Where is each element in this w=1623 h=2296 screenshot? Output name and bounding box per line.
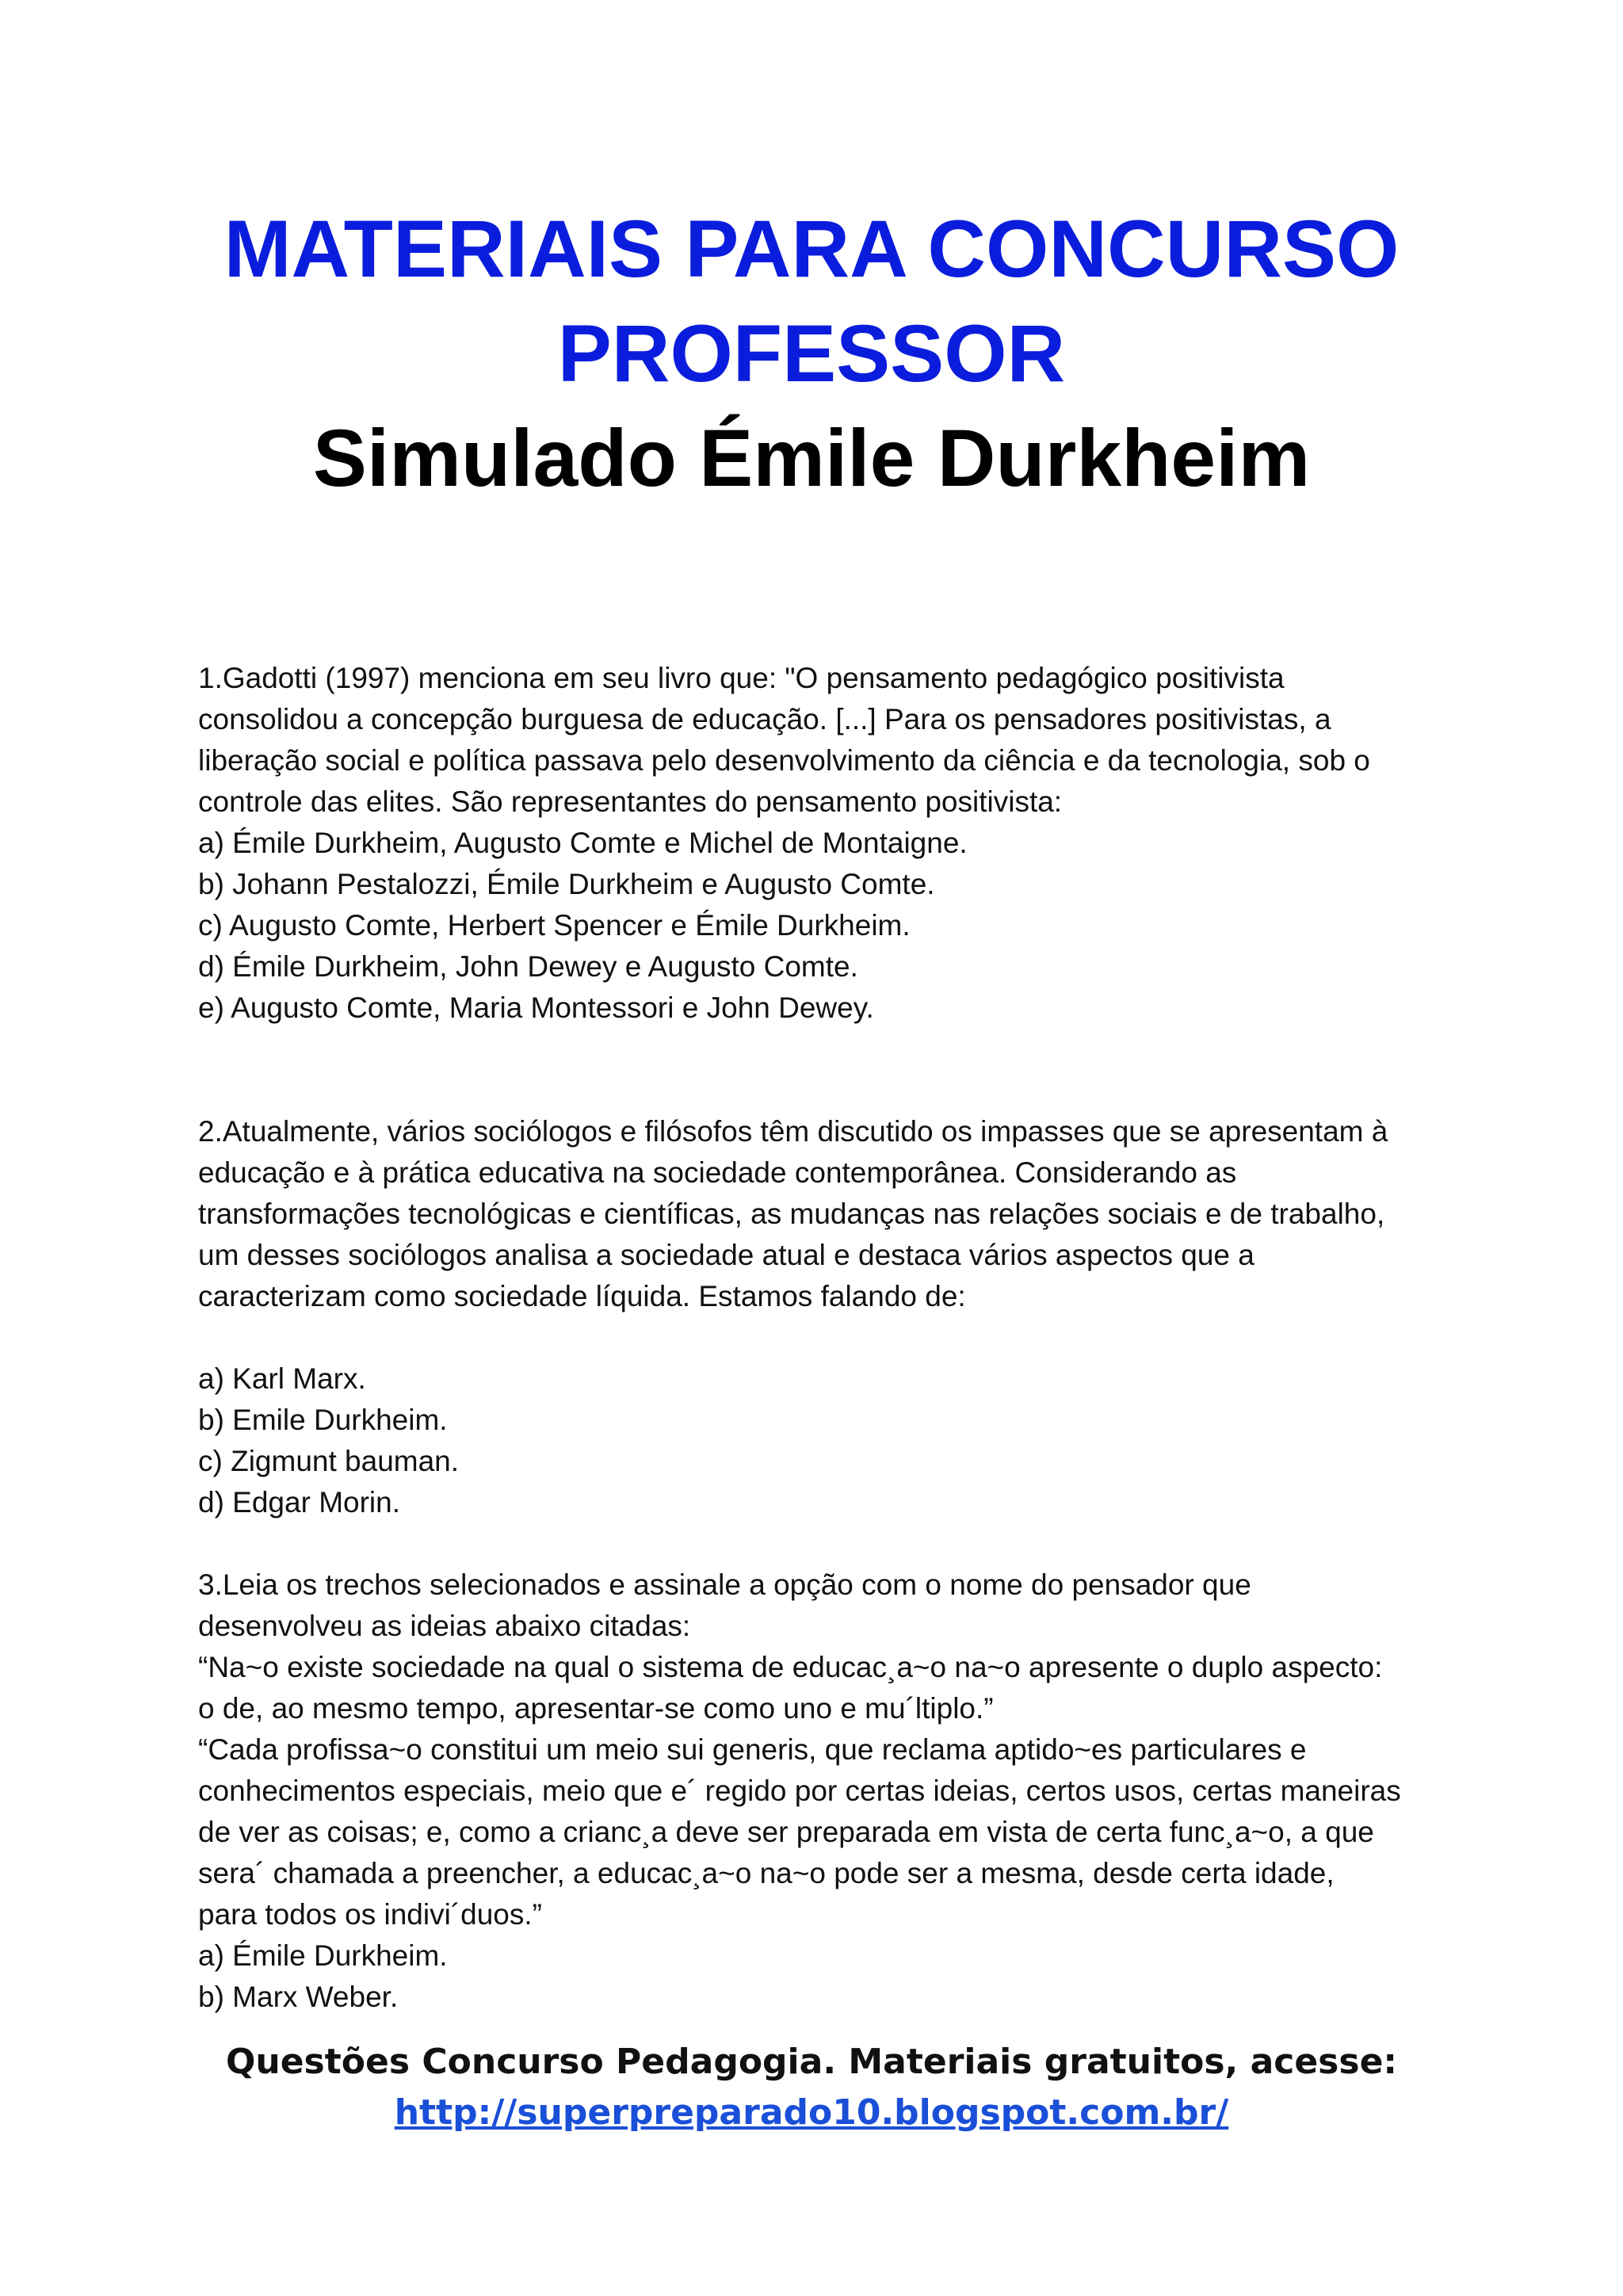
answer-option: a) Karl Marx.	[198, 1362, 366, 1395]
question-text-line: 1.Gadotti (1997) menciona em seu livro que: "O pensamento pedagógico positivista	[198, 662, 1285, 694]
footer	[0, 2037, 1623, 2138]
footer-link[interactable]: http://superpreparado10.blogspot.com.br/	[394, 2092, 1229, 2133]
answer-option: e) Augusto Comte, Maria Montessori e John Dewey.	[198, 991, 874, 1024]
question-text-line: caracterizam como sociedade líquida. Estamos falando de:	[198, 1280, 966, 1312]
questions-body	[198, 658, 1442, 2018]
spacer	[198, 1029, 1442, 1111]
answer-option: d) Edgar Morin.	[198, 1486, 400, 1519]
quote-line: sera´ chamada a preencher, a educac¸a~o na~o pode ser a mesma, desde certa idade,	[198, 1857, 1335, 1889]
question-text-line: controle das elites. São representantes do pensamento positivista:	[198, 785, 1063, 818]
answer-option: a) Émile Durkheim.	[198, 1939, 448, 1972]
quote-line: para todos os indivi´duos.”	[198, 1898, 542, 1931]
question-text-line: liberação social e política passava pelo desenvolvimento da ciência e da tecnologia, sob o	[198, 744, 1370, 777]
question-text-line: um desses sociólogos analisa a sociedade atual e destaca vários aspectos que a	[198, 1239, 1254, 1271]
question-1	[198, 658, 1442, 1029]
spacer	[198, 1523, 1442, 1564]
question-text-line: 3.Leia os trechos selecionados e assinale a opção com o nome do pensador que	[198, 1568, 1251, 1601]
title-line-2: PROFESSOR	[557, 308, 1066, 399]
answer-option: b) Marx Weber.	[198, 1981, 399, 2013]
quote-line: “Na~o existe sociedade na qual o sistema de educac¸a~o na~o apresente o duplo aspecto:	[198, 1651, 1383, 1683]
quote-line: de ver as coisas; e, como a crianc¸a deve ser preparada em vista de certa func¸a~o, a que	[198, 1816, 1374, 1848]
quote-line: o de, ao mesmo tempo, apresentar-se como uno e mu´ltiplo.”	[198, 1692, 994, 1725]
question-text-line: transformações tecnológicas e científicas, as mudanças nas relações sociais e de trabalho,	[198, 1198, 1385, 1230]
question-text-line: desenvolveu as ideias abaixo citadas:	[198, 1610, 691, 1642]
answer-option: a) Émile Durkheim, Augusto Comte e Michel de Montaigne.	[198, 827, 968, 859]
answer-option: b) Johann Pestalozzi, Émile Durkheim e Augusto Comte.	[198, 868, 935, 900]
title-line-1: MATERIAIS PARA CONCURSO	[223, 204, 1400, 294]
answer-option: c) Augusto Comte, Herbert Spencer e Émile Durkheim.	[198, 909, 911, 942]
title-block	[0, 197, 1623, 510]
quote-line: conhecimentos especiais, meio que e´ regido por certas ideias, certos usos, certas maneiras	[198, 1775, 1401, 1807]
question-text-line: educação e à prática educativa na sociedade contemporânea. Considerando as	[198, 1156, 1237, 1189]
footer-text: Questões Concurso Pedagogia. Materiais gratuitos, acesse:	[225, 2042, 1398, 2082]
question-3	[198, 1564, 1442, 2018]
answer-option: c) Zigmunt bauman.	[198, 1445, 460, 1477]
subtitle: Simulado Émile Durkheim	[312, 413, 1311, 503]
question-text-line: 2.Atualmente, vários sociólogos e filósofos têm discutido os impasses que se apresentam à	[198, 1115, 1388, 1148]
spacer	[198, 1317, 1442, 1358]
answer-option: d) Émile Durkheim, John Dewey e Augusto Comte.	[198, 950, 858, 983]
question-2	[198, 1111, 1442, 1523]
answer-option: b) Emile Durkheim.	[198, 1404, 448, 1436]
quote-line: “Cada profissa~o constitui um meio sui generis, que reclama aptido~es particulares e	[198, 1733, 1307, 1766]
question-text-line: consolidou a concepção burguesa de educação. [...] Para os pensadores positivistas, a	[198, 703, 1331, 735]
